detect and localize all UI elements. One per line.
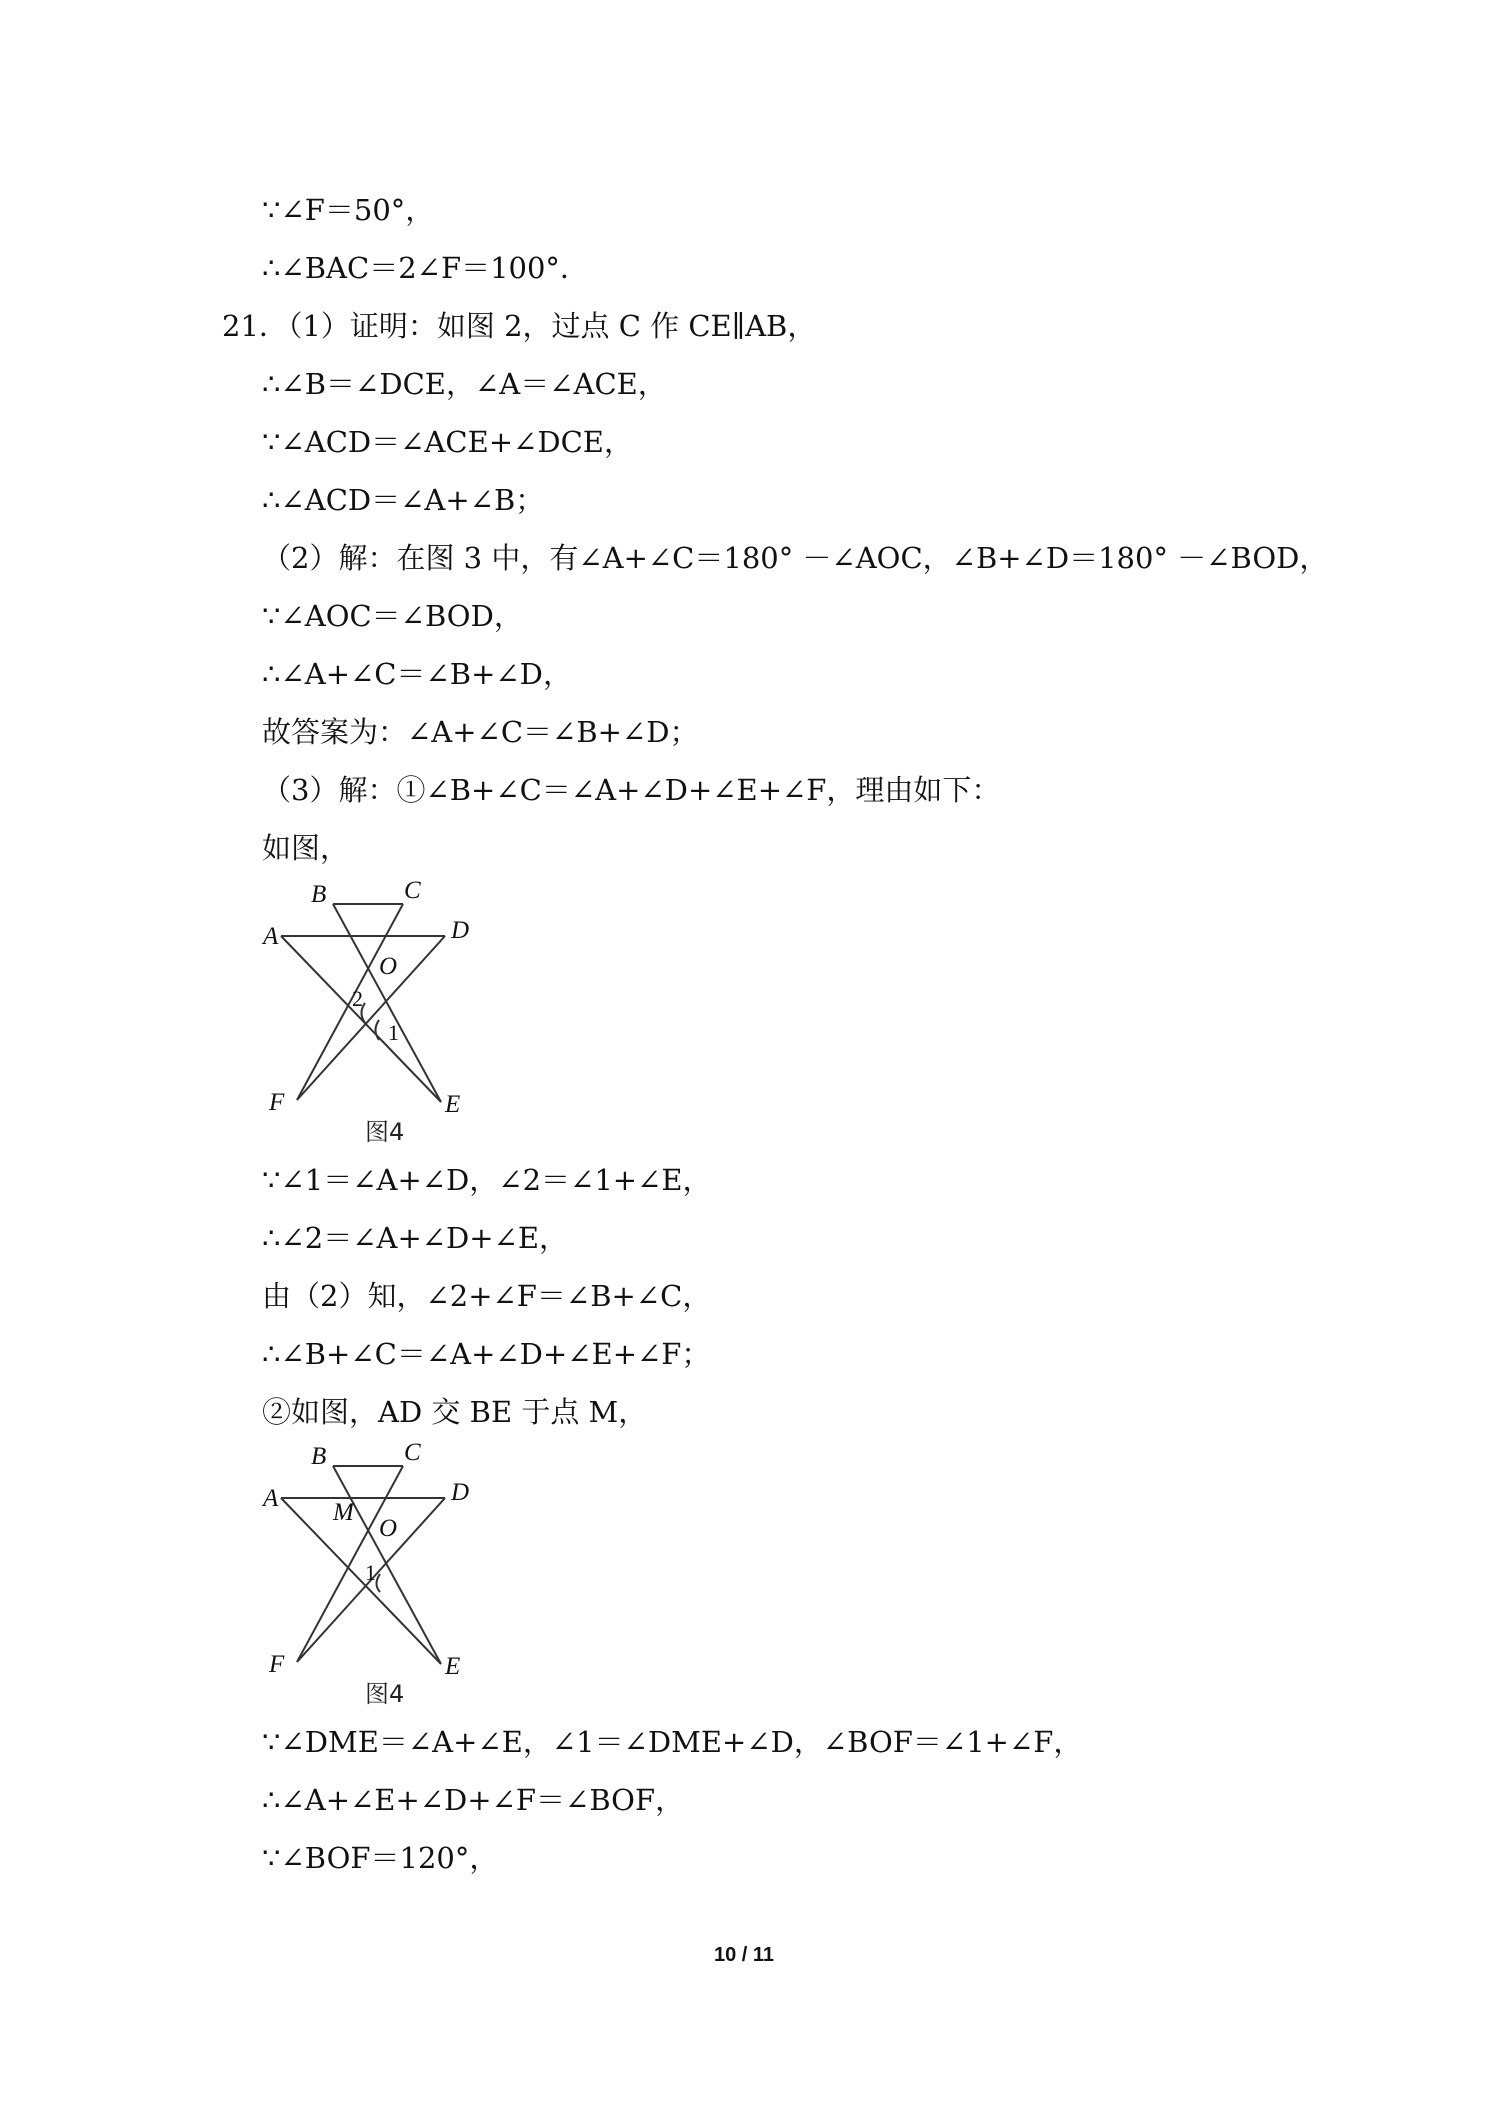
text-line-9: ∴∠A+∠C＝∠B+∠D， bbox=[262, 657, 572, 691]
text-line-10: 故答案为：∠A+∠C＝∠B+∠D； bbox=[262, 715, 699, 749]
label-e: E bbox=[445, 1091, 461, 1118]
text-line-6: ∴∠ACD＝∠A+∠B； bbox=[262, 483, 545, 517]
text-line-7: （2）解：在图 3 中，有∠A+∠C＝180° －∠AOC，∠B+∠D＝180° －∠BOD， bbox=[262, 541, 1329, 575]
text-line-4: ∴∠B＝∠DCE，∠A＝∠ACE， bbox=[262, 367, 667, 401]
angle-1-label: 1 bbox=[365, 1560, 376, 1585]
label-a: A bbox=[263, 1485, 279, 1512]
label-f: F bbox=[269, 1089, 285, 1116]
figure-1-caption: 图4 bbox=[365, 1118, 405, 1146]
label-o: O bbox=[379, 1515, 398, 1542]
text-line-15: 由（2）知，∠2+∠F＝∠B+∠C， bbox=[262, 1279, 712, 1313]
label-b: B bbox=[311, 1443, 327, 1470]
angle-2-label: 2 bbox=[352, 986, 363, 1011]
angle-1-label: 1 bbox=[388, 1020, 399, 1045]
text-line-12: 如图， bbox=[262, 831, 350, 865]
text-line-1: ∵∠F＝50°， bbox=[262, 193, 435, 227]
text-line-19: ∴∠A+∠E+∠D+∠F＝∠BOF， bbox=[262, 1783, 685, 1817]
label-d: D bbox=[451, 917, 470, 944]
label-c: C bbox=[404, 1442, 421, 1466]
text-line-18: ∵∠DME＝∠A+∠E，∠1＝∠DME+∠D，∠BOF＝∠1+∠F， bbox=[262, 1725, 1083, 1759]
text-line-14: ∴∠2＝∠A+∠D+∠E， bbox=[262, 1221, 569, 1255]
figure-2-caption: 图4 bbox=[365, 1680, 405, 1708]
text-line-5: ∵∠ACD＝∠ACE+∠DCE， bbox=[262, 425, 633, 459]
text-line-8: ∵∠AOC＝∠BOD， bbox=[262, 599, 523, 633]
label-e: E bbox=[445, 1653, 461, 1680]
figure-1 bbox=[255, 880, 495, 1150]
page-number: 10 / 11 bbox=[713, 1944, 775, 1966]
label-o: O bbox=[379, 953, 398, 980]
text-line-2: ∴∠BAC＝2∠F＝100°． bbox=[262, 251, 589, 285]
text-line-11: （3）解：①∠B+∠C＝∠A+∠D+∠E+∠F，理由如下： bbox=[262, 773, 1001, 807]
text-line-20: ∵∠BOF＝120°， bbox=[262, 1841, 499, 1875]
figure-2 bbox=[255, 1442, 495, 1712]
text-line-3: 21．（1）证明：如图 2，过点 C 作 CE∥AB， bbox=[222, 309, 817, 343]
label-m: M bbox=[333, 1499, 354, 1526]
text-line-17: ②如图，AD 交 BE 于点 M， bbox=[262, 1395, 648, 1429]
label-c: C bbox=[404, 880, 421, 904]
label-d: D bbox=[451, 1479, 470, 1506]
label-a: A bbox=[263, 923, 279, 950]
text-line-16: ∴∠B+∠C＝∠A+∠D+∠E+∠F； bbox=[262, 1337, 711, 1371]
text-line-13: ∵∠1＝∠A+∠D，∠2＝∠1+∠E， bbox=[262, 1163, 712, 1197]
label-f: F bbox=[269, 1651, 285, 1678]
label-b: B bbox=[311, 881, 327, 908]
